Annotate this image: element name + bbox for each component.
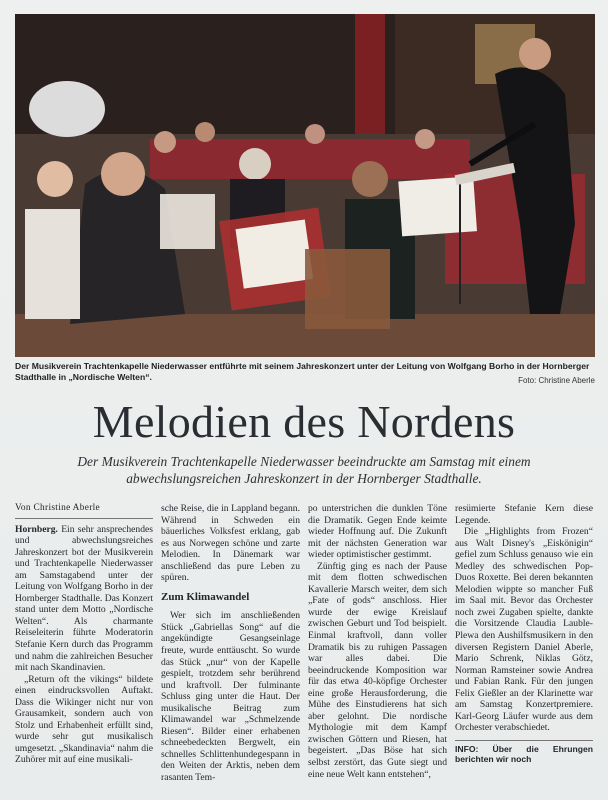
photo-credit: Foto: Christine Aberle <box>518 376 595 385</box>
article-column-4 <box>455 503 593 765</box>
article-paragraph: Zünftig ging es nach der Pause mit dem flotten schwedischen Kavallerie Marsch weiter, dem sich „Fate of gods“ anschloss. Hier wurde der ewige Kreislauf zwischen Geburt und Tod beispielt. Einmal kraftvoll, dann voller Dramatik bis zu ruhigen Passagen war alles dabei. Die beeindruckende Komposition war für das etwa 40-köpfige Orchester eine große Herausforderung, die Mühe des Einstudierens hat sich aber gelohnt. Die nordische Mythologie mit dem Kampf zwischen Göttern und Riesen, hat begeistert. „Das Böse hat sich selbst zerstört, das Gute siegt und eine neue Welt kann entstehen“, <box>308 560 447 780</box>
section-subtitle: Zum Klimawandel <box>161 590 250 603</box>
info-box: INFO: Über die Ehrungen berichten wir noch <box>455 740 593 765</box>
article-column-3 <box>308 503 447 780</box>
article-text: Ein sehr ansprechendes und abwechslungsreiches Jahreskonzert bot der Musikverein und Trachtenkapelle Niederwasser am Samstagabend unter der Leitung von Wolfgang Borho in der Hornberger Stadthalle. Das Konzert stand unter dem Motto „Nordische Welten“. Als charmante Reiseleiterin führte Moderatorin Stefanie Kern durch das Programm und nahm die zahlreichen Besucher mit nach Skandinavien. <box>15 523 153 674</box>
orchestra-photo-image <box>15 14 595 357</box>
article-paragraph: resümierte Stefanie Kern diese Legende. <box>455 503 593 526</box>
article-column-2 <box>161 503 300 784</box>
article-paragraph: „Return oft the vikings“ bildete einen eindrucksvollen Auftakt. Dass die Wikinger nicht nur von Grausamkeit, sondern auch von Stolz und Erhabenheit erfüllt sind, wurde sehr gut musikalisch umgesetzt. „Skandinavia“ nahm die Zuhörer mit auf eine musikali- <box>15 673 153 766</box>
dateline: Hornberg. <box>15 523 58 535</box>
article-paragraph: Die „Highlights from Frozen“ aus Walt Disney's „Eiskönigin“ gefiel zum Schluss genauso wie ein Medley des schwedischen Pop-Duos Roxette. Bei deren bekannten Melodien wippte so mancher Fuß im Saal mit. Bevor das Orchester noch zwei Zugaben spielte, dankte die Vorsitzende Claudia Lauble-Plewa den Aushilfsmusikern in den diversen Registern Daniel Aberle, Mario Schrenk, Niklas Götz, Norman Ramsteiner sowie Andrea und Fabian Rank. Für den jungen Felix Gießler an der Klarinette war am Samstag Konzertpremiere. Karl-Georg Läufer wurde aus dem Orchester verabschiedet. <box>455 526 593 734</box>
article-paragraph <box>15 524 153 674</box>
article-paragraph: Wer sich im anschließenden Stück „Gabriellas Song“ auf die angekündigte Gesangseinlage freute, wurde enttäuscht. So wurde das Stück „nur“ von der Kapelle gespielt, trotzdem sehr berührend und kraftvoll. Der fulminante Schluss ging unter die Haut. Der musikalische Beitrag zum Klimawandel war „Schmelzende Riesen“. Bilder einer erhabenen schneebedeckten Bergwelt, ein schnelles Schlittenhundegespann in den Weiten der Arktis, neben dem rasanten Tem- <box>161 610 300 784</box>
subheadline: Der Musikverein Trachtenkapelle Niederwasser beeindruckte am Samstag mit einem abwechslungsreichen Jahreskonzert in der Hornberger Stadthalle. <box>77 454 531 486</box>
article-paragraph: po unterstrichen die dunklen Töne die Dramatik. Gegen Ende keimte wieder Hoffnung auf. Die Zukunft mit der nächsten Generation war wieder optimistischer gestimmt. <box>308 503 447 561</box>
photo-caption: Der Musikverein Trachtenkapelle Niederwasser entführte mit seinem Jahreskonzert unter der Leitung von Wolfgang Borho in der Hornberger Stadthalle in „Nordische Welten“. <box>15 361 590 382</box>
byline: Von Christine Aberle <box>15 503 153 519</box>
article-paragraph: sche Reise, die in Lappland begann. Während in Schweden ein bäuerliches Volksfest erklang, gab es aus Norwegen schöne und zarte Melodien. In Dänemark war anschließend das pure Leben zu spüren. <box>161 503 300 584</box>
orchestra-photo <box>15 14 595 357</box>
article-column-1 <box>15 503 153 766</box>
headline: Melodien des Nordens <box>92 396 516 447</box>
